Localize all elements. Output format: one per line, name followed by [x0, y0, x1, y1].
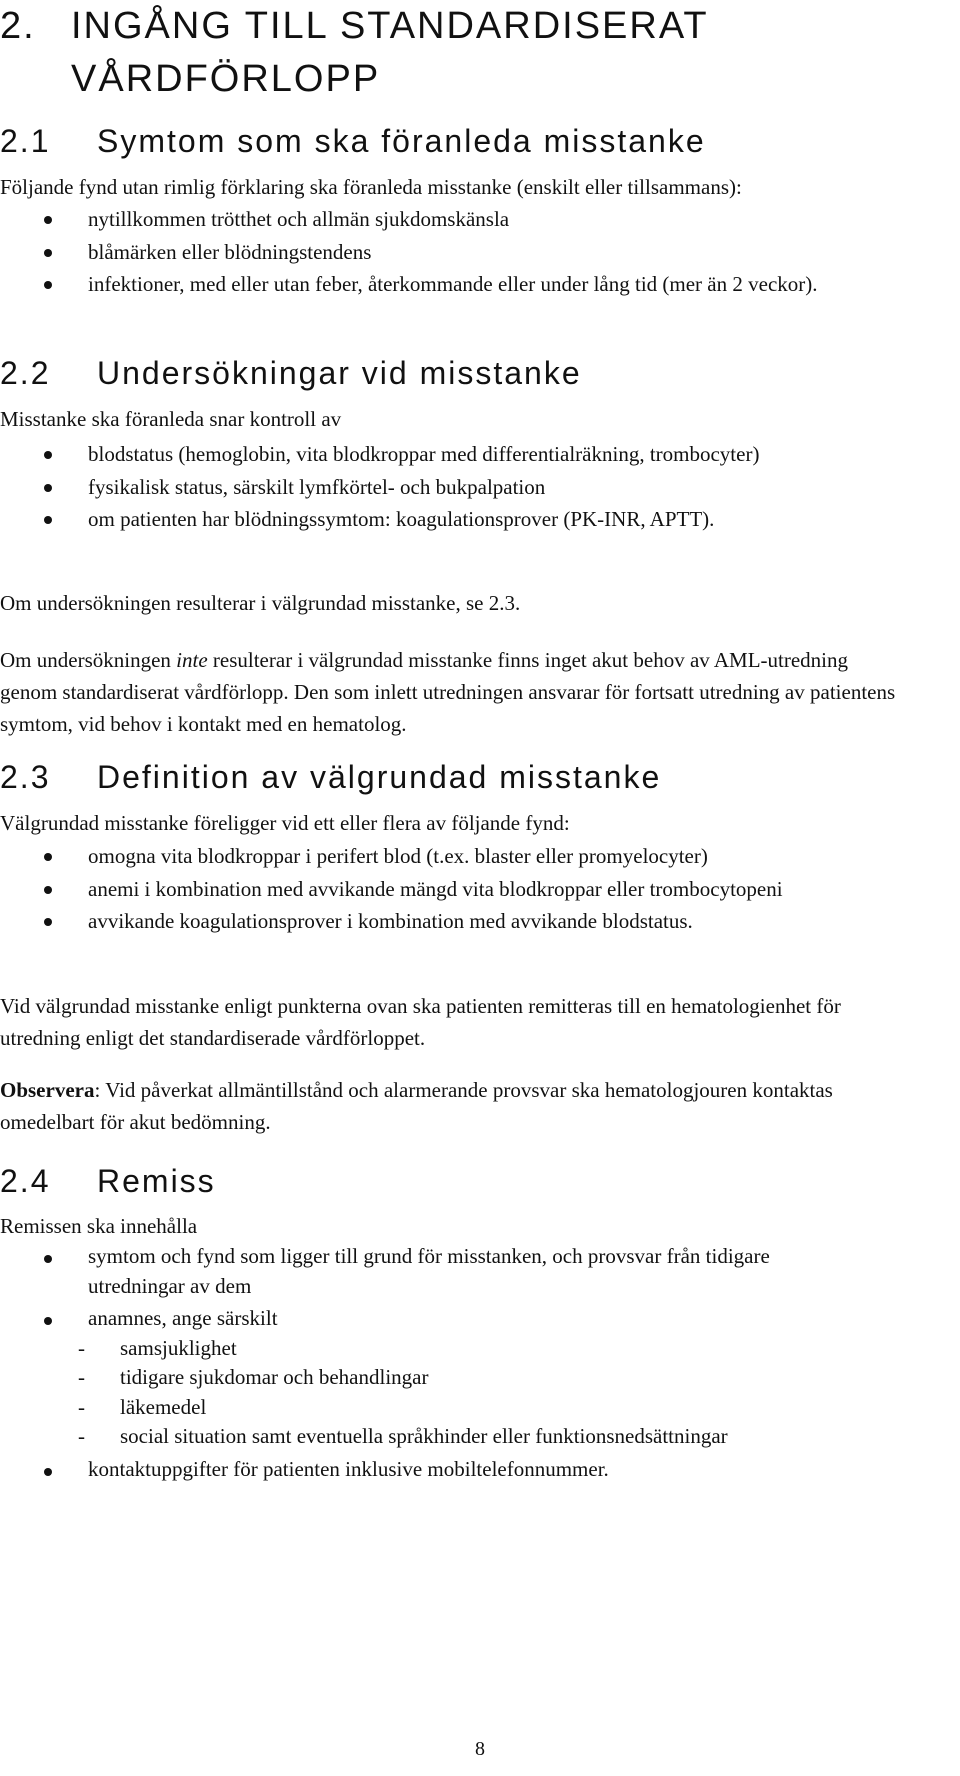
sub-list-item-text: tidigare sjukdomar och behandlingar — [120, 1365, 429, 1389]
list-item — [0, 268, 868, 301]
bullet-icon — [44, 1317, 52, 1325]
section-number: 2.3 — [0, 759, 51, 795]
sub-list-item — [78, 1422, 950, 1452]
bullet-icon — [44, 886, 52, 894]
bullet-icon — [44, 216, 52, 224]
section-heading-2-2 — [0, 353, 582, 393]
bullet-icon — [44, 281, 52, 289]
observe-label: Observera — [0, 1078, 95, 1102]
section-intro: Remissen ska innehålla — [0, 1214, 198, 1238]
paragraph: Om undersökningen resulterar i välgrundad misstanke, se 2.3. — [0, 591, 521, 615]
list-item — [0, 873, 808, 906]
section-title: Definition av välgrundad misstanke — [97, 759, 662, 795]
bullet-list-examinations — [0, 438, 950, 536]
section-intro: Misstanke ska föranleda snar kontroll av — [0, 407, 342, 431]
section-heading-2-1 — [0, 121, 706, 161]
list-item-text: anamnes, ange särskilt — [88, 1306, 278, 1330]
list-item-text: omogna vita blodkroppar i perifert blod (t.ex. blaster eller promyelocyter) — [88, 844, 708, 868]
bullet-icon — [44, 516, 52, 524]
bullet-icon — [44, 484, 52, 492]
sub-list-item — [78, 1334, 950, 1364]
bullet-icon — [44, 1255, 52, 1263]
paragraph: Vid välgrundad misstanke enligt punkterna ovan ska patienten remitteras till en hematologienhet för utredning enligt det standardiserade vårdförloppet. — [0, 994, 841, 1050]
dash-marker: - — [78, 1365, 85, 1389]
page-number: 8 — [475, 1738, 485, 1760]
list-item-text: infektioner, med eller utan feber, återkommande eller under lång tid (mer än 2 veckor). — [88, 272, 818, 296]
list-item — [0, 1242, 828, 1301]
paragraph — [0, 644, 900, 740]
list-item — [0, 203, 950, 236]
observe-paragraph — [0, 1074, 880, 1138]
list-item-text: blåmärken eller blödningstendens — [88, 239, 372, 264]
list-item — [0, 905, 950, 938]
sub-list-item-text: samsjuklighet — [120, 1335, 237, 1360]
dash-marker: - — [78, 1424, 85, 1448]
chapter-title: INGÅNG TILL STANDARDISERAT VÅRDFÖRLOPP — [71, 5, 708, 100]
sub-list — [0, 1334, 950, 1452]
section-intro: Välgrundad misstanke föreligger vid ett eller flera av följande fynd: — [0, 811, 570, 835]
section-number: 2.2 — [0, 355, 51, 391]
section-title: Remiss — [97, 1163, 216, 1199]
section-intro: Följande fynd utan rimlig förklaring ska föranleda misstanke (enskilt eller tillsammans): — [0, 175, 742, 199]
emphasis-text: inte — [176, 648, 208, 672]
sub-list-item — [78, 1393, 950, 1423]
bullet-list-symptoms — [0, 203, 950, 301]
list-item-text: nytillkommen trötthet och allmän sjukdomskänsla — [88, 207, 510, 231]
list-item-text: symtom och fynd som ligger till grund för misstanken, och provsvar från tidigare utredningar av dem — [88, 1244, 770, 1298]
list-item — [0, 1304, 950, 1452]
list-item-text: blodstatus (hemoglobin, vita blodkroppar med differentialräkning, trombocyter) — [88, 442, 760, 466]
sub-list-item-text: social situation samt eventuella språkhinder eller funktionsnedsättningar — [120, 1424, 728, 1448]
bullet-list-referral — [0, 1242, 950, 1484]
list-item-text: anemi i kombination med avvikande mängd vita blodkroppar eller trombocytopeni — [88, 876, 783, 901]
section-number: 2.1 — [0, 123, 51, 159]
list-item — [0, 503, 950, 536]
section-title: Symtom som ska föranleda misstanke — [97, 123, 706, 159]
bullet-icon — [44, 918, 52, 926]
bullet-icon — [44, 451, 52, 459]
list-item — [0, 236, 950, 269]
bullet-icon — [44, 249, 52, 257]
dash-marker: - — [78, 1394, 85, 1419]
section-title: Undersökningar vid misstanke — [97, 355, 582, 391]
list-item-text: fysikalisk status, särskilt lymfkörtel- och bukpalpation — [88, 474, 546, 499]
section-heading-2-3 — [0, 757, 661, 797]
list-item — [0, 438, 858, 471]
paragraph-text: resulterar i välgrundad misstanke finns inget akut behov av AML-utredning genom standardiserat vårdförlopp. Den som inlett utredningen ansvarar för fortsatt utredning av patientens symtom, vid behov i kontakt med en hematolog. — [0, 648, 896, 736]
bullet-list-findings — [0, 840, 950, 938]
section-number: 2.4 — [0, 1163, 51, 1199]
dash-marker: - — [78, 1335, 85, 1360]
bullet-icon — [44, 1468, 52, 1476]
list-item-text: om patienten har blödningssymtom: koagulationsprover (PK-INR, APTT). — [88, 507, 715, 531]
sub-list-item — [78, 1363, 950, 1393]
sub-list-item-text: läkemedel — [120, 1394, 207, 1419]
list-item-text: kontaktuppgifter för patienten inklusive mobiltelefonnummer. — [88, 1456, 609, 1481]
bullet-icon — [44, 853, 52, 861]
list-item — [0, 471, 950, 504]
paragraph-text: Om undersökningen — [0, 648, 177, 672]
list-item-text: avvikande koagulationsprover i kombination med avvikande blodstatus. — [88, 909, 693, 933]
list-item — [0, 1455, 950, 1485]
section-heading-2-4 — [0, 1161, 216, 1201]
chapter-number: 2. — [0, 5, 36, 47]
paragraph-text: : Vid påverkat allmäntillstånd och alarmerande provsvar ska hematologjouren kontaktas omedelbart för akut bedömning. — [0, 1078, 833, 1134]
list-item — [0, 840, 950, 873]
